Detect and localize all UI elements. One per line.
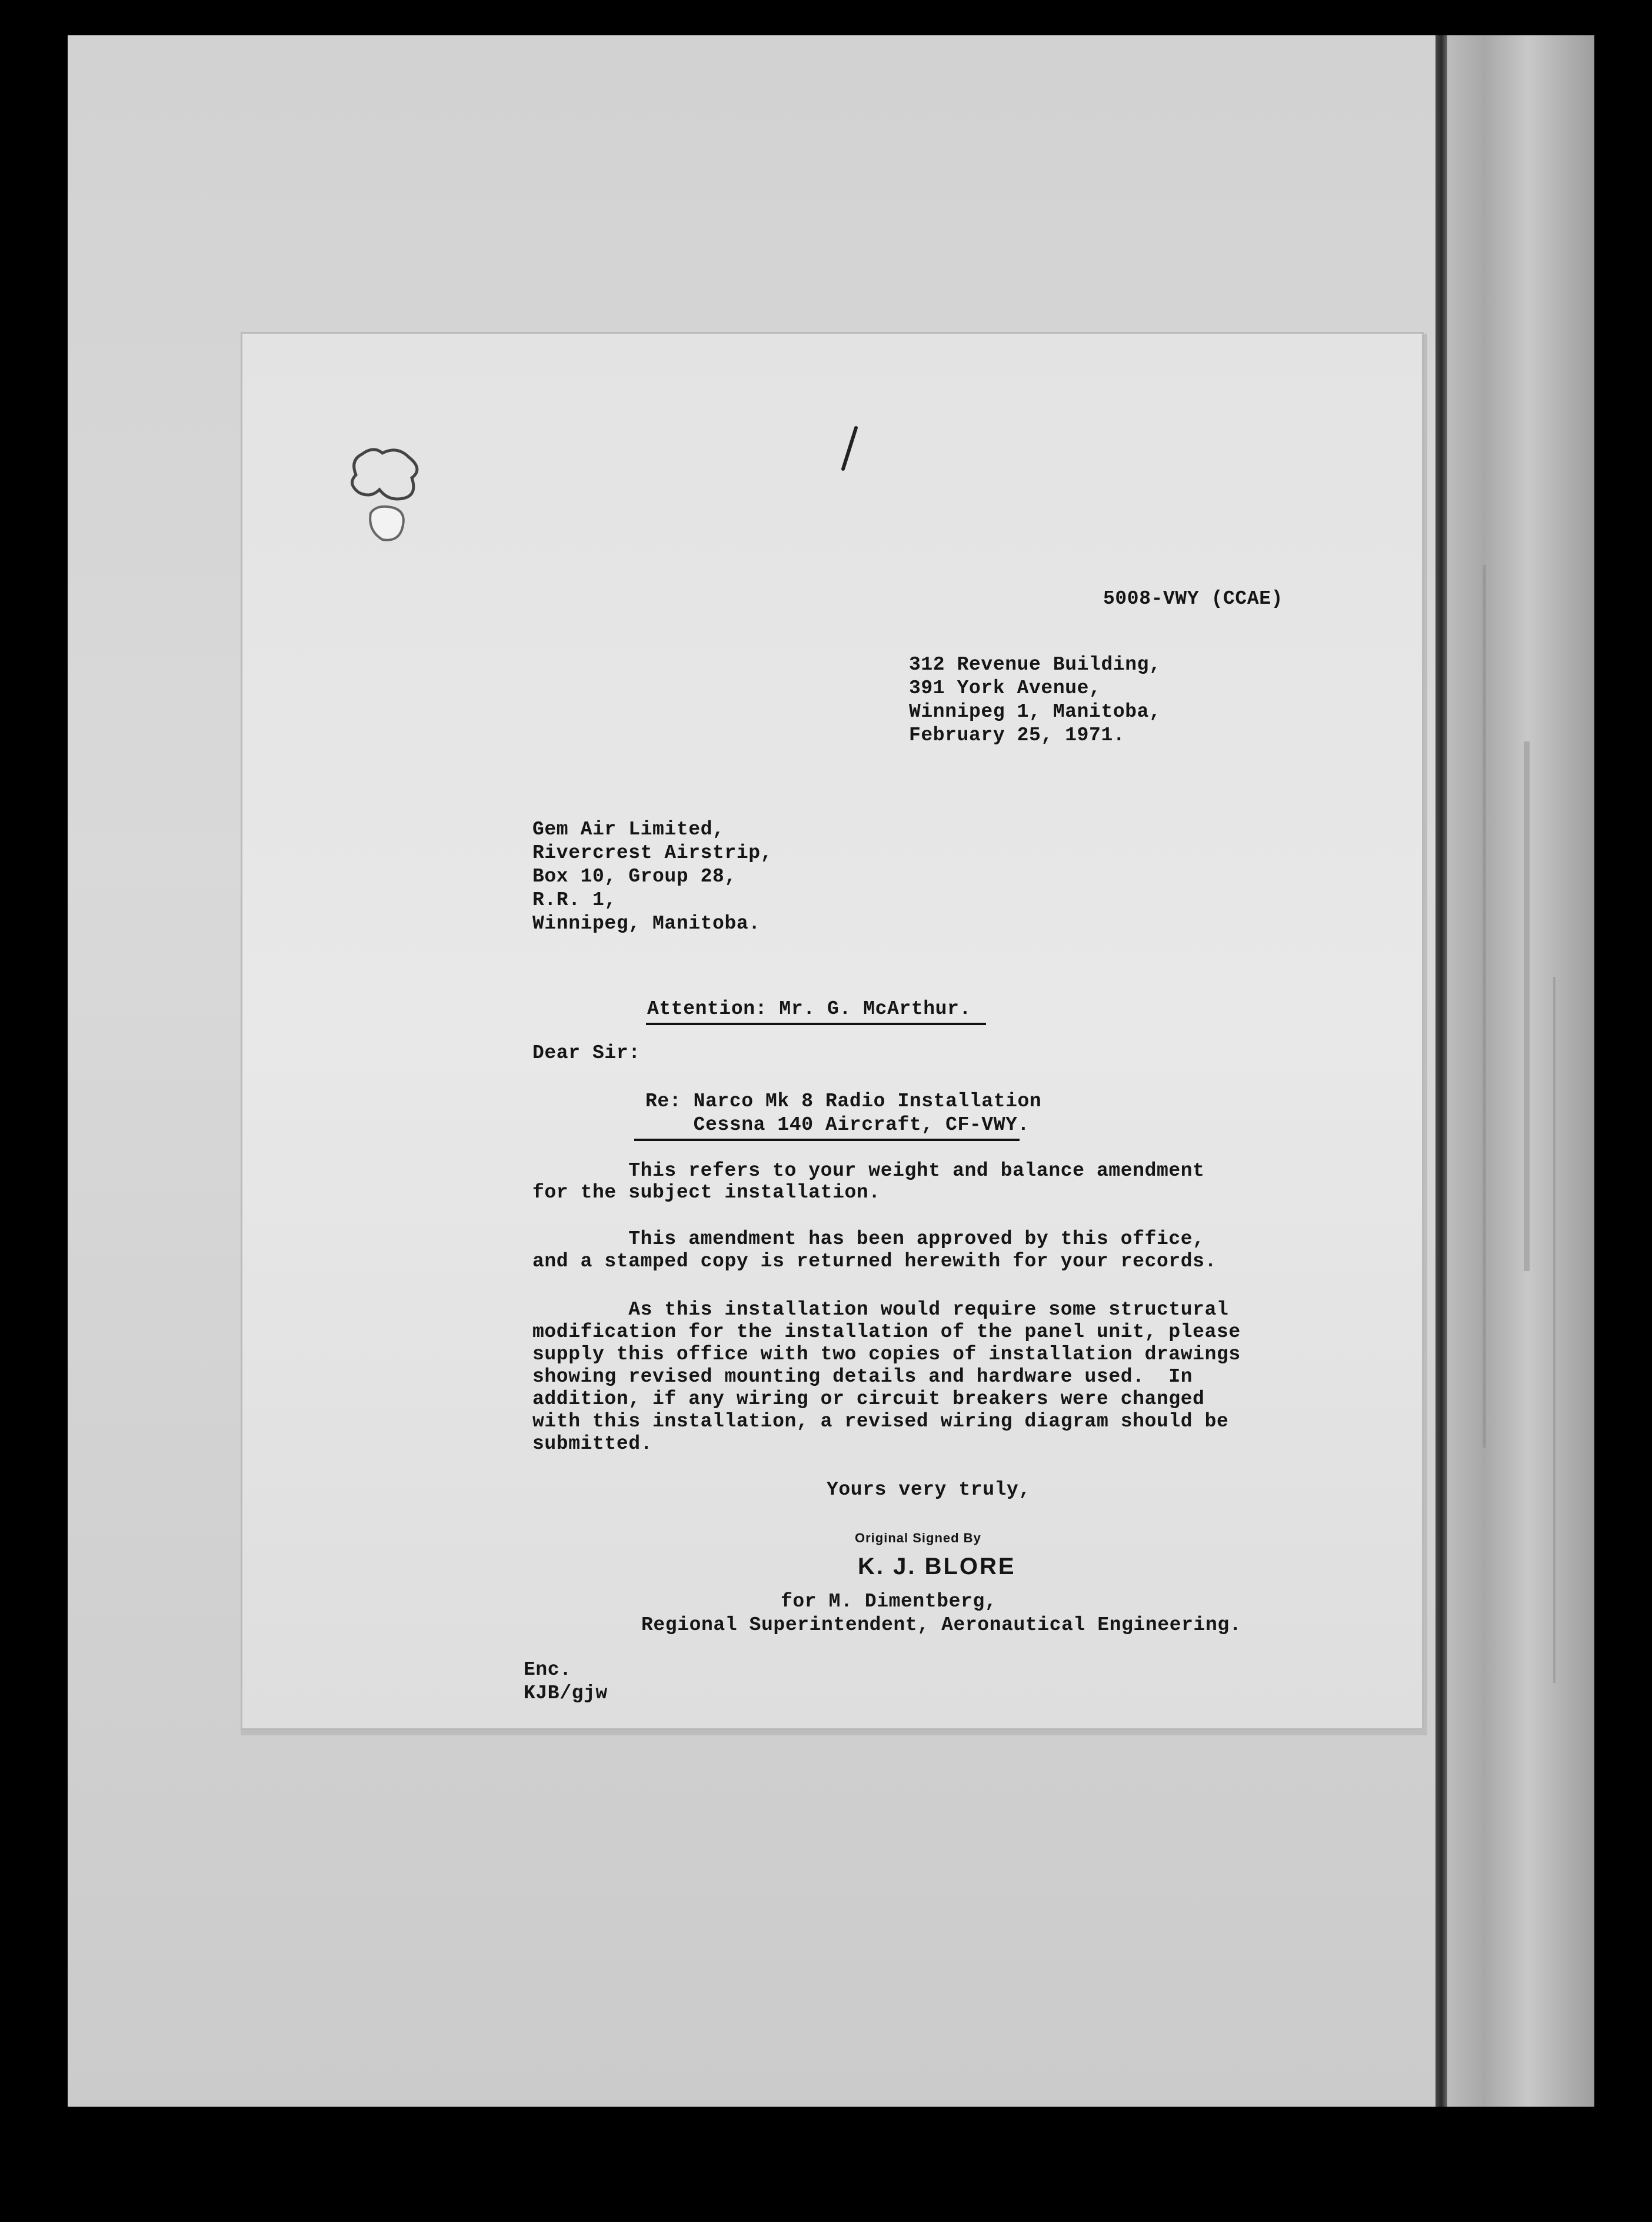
paragraph-line: submitted. [532,1433,653,1455]
side-strip [1447,35,1594,2107]
salutation: Dear Sir: [532,1042,641,1064]
paragraph-line: As this installation would require some structural [532,1299,1229,1320]
subject-line: Re: Narco Mk 8 Radio Installation [645,1090,1042,1112]
signature-stamp-name: K. J. BLORE [858,1554,1016,1579]
paragraph-line: modification for the installation of the panel unit, please [532,1321,1241,1343]
paragraph-line: addition, if any wiring or circuit breakers were changed [532,1388,1205,1410]
pen-mark [832,425,868,478]
signatory-line: for M. Dimentberg, [781,1591,997,1612]
subject-underline [634,1139,1020,1141]
enclosure: Enc. [524,1659,572,1681]
sender-address-line: Winnipeg 1, Manitoba, [909,701,1161,723]
sender-address-line: 312 Revenue Building, [909,654,1161,676]
letter-date: February 25, 1971. [909,724,1125,746]
paragraph-line: showing revised mounting details and hardware used. In [532,1366,1193,1388]
recipient-address-line: Rivercrest Airstrip, [532,842,773,864]
typist-initials: KJB/gjw [524,1682,608,1704]
attention-line: Attention: Mr. G. McArthur. [647,998,971,1020]
paragraph-line: This refers to your weight and balance amendment [532,1160,1205,1182]
paragraph-line: for the subject installation. [532,1182,881,1203]
recipient-address-line: Gem Air Limited, [532,819,725,840]
paragraph-line: This amendment has been approved by this office, [532,1228,1205,1250]
recipient-address-line: R.R. 1, [532,889,617,911]
stain-mark [344,443,432,548]
binding-edge [1435,35,1447,2107]
paragraph-line: with this installation, a revised wiring diagram should be [532,1411,1229,1432]
attention-underline [646,1023,986,1025]
file-reference: 5008-VWY (CCAE) [1103,588,1284,610]
signatory-title: Regional Superintendent, Aeronautical Engineering. [641,1614,1242,1636]
signature-stamp-title: Original Signed By [855,1531,981,1545]
sender-address-line: 391 York Avenue, [909,677,1101,699]
paragraph-line: supply this office with two copies of installation drawings [532,1343,1241,1365]
recipient-address-line: Box 10, Group 28, [532,866,737,887]
paragraph-line: and a stamped copy is returned herewith for your records. [532,1250,1217,1272]
subject-line: Cessna 140 Aircraft, CF-VWY. [645,1114,1030,1136]
recipient-address-line: Winnipeg, Manitoba. [532,913,761,934]
closing: Yours very truly, [827,1479,1031,1501]
